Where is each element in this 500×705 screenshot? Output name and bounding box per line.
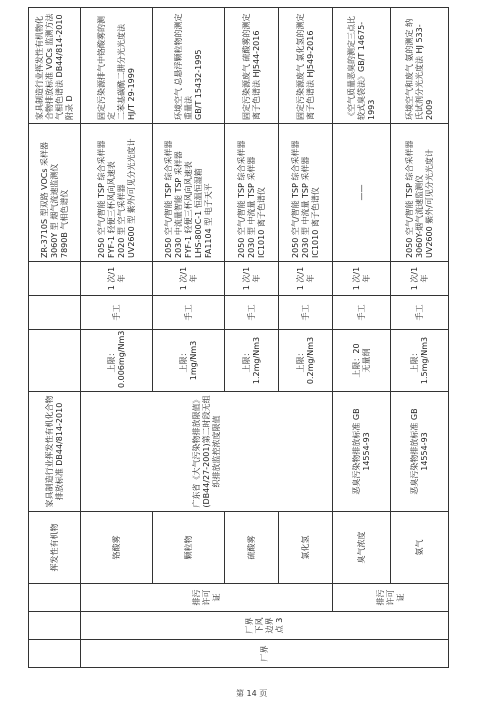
frequency-cell: 1 次/1 年: [279, 262, 333, 296]
limit-cell: 上限： 1mg/Nm3: [153, 330, 225, 392]
permit-label-cell: 排污许可证: [333, 584, 449, 612]
table-row: [29, 8, 81, 668]
analysis-cell: 固定污染源排气中铬酸雾的测定 二苯基碳酰二肼分光光度法 HJ/T 29-1999: [81, 8, 153, 124]
method-cell: 手工: [81, 296, 153, 330]
standard-cell: 恶臭污染物排放标准 GB 14554-93: [391, 392, 449, 512]
instrument-cell: ——: [333, 124, 391, 262]
frequency-cell: 1 次/1 年: [81, 262, 153, 296]
frequency-cell: [29, 262, 81, 296]
instrument-cell: 2050 空气/智能 TSP 综合采样器 2030 中流量智能 TSP 采样器 FYF-1 轻便三杯风向风速表 LHS-800C-1 恒温恒湿箱 FA1104 型 电子天平: [153, 124, 225, 262]
standard-cell: 家具制造行业挥发性有机化合物排放标准 DB44/814-2010: [29, 392, 81, 512]
table-row: [81, 8, 153, 668]
analysis-cell: 家具制造行业挥发性有机物化合物排放标准 VOCs 监测方法 气相色谱法 DB44/814-2010 附录 D: [29, 8, 81, 124]
point-label-cell: 厂界下风边界点 3: [81, 612, 449, 640]
analysis-cell: 固定污染源废气 硫酸雾的测定 离子色谱法 HJ544-2016: [225, 8, 279, 124]
item-cell: 硫酸雾: [225, 512, 279, 584]
limit-cell: 上限： 1.5mg/Nm3: [391, 330, 449, 392]
analysis-cell: 固定污染源废气 氯化氢的测定 离子色谱法 HJ549-2016: [279, 8, 333, 124]
item-cell: 臭气浓度: [333, 512, 391, 584]
monitoring-table: [28, 7, 449, 668]
permit-label-cell: 排污许可证: [81, 584, 333, 612]
frequency-cell: 1 次/1 年: [153, 262, 225, 296]
analysis-cell: 环境空气 总悬浮颗粒物的测定 重量法 GB/T 15432-1995: [153, 8, 225, 124]
analysis-cell: 《空气质量恶臭的测定三点比较式臭袋法》GB/T 14675-1993: [333, 8, 391, 124]
method-cell: 手工: [391, 296, 449, 330]
method-cell: 手工: [333, 296, 391, 330]
frequency-cell: 1 次/1 年: [225, 262, 279, 296]
method-cell: 手工: [279, 296, 333, 330]
page-number: 第 14 页: [236, 689, 268, 698]
method-cell: 手工: [153, 296, 225, 330]
limit-cell: 上限： 1.2mg/Nm3: [225, 330, 279, 392]
limit-cell: [29, 330, 81, 392]
item-cell: 氨气: [391, 512, 449, 584]
table-row: [333, 8, 391, 668]
factory-cell: [29, 640, 81, 668]
instrument-cell: 2050 空气/智能 TSP 综合采样器 FYF-1 轻便三杯风向风速表 2020 型 空气采样器 UV2600 型 紫外/可见分光光度计: [81, 124, 153, 262]
instrument-cell: 2050 空气/智能 TSP 综合采样器 2030 型 中流量 TSP 采样器 IC1010 离子色谱仪: [279, 124, 333, 262]
item-cell: 铬酸雾: [81, 512, 153, 584]
item-cell: 颗粒物: [153, 512, 225, 584]
frequency-cell: 1 次/1 年: [333, 262, 391, 296]
method-cell: [29, 296, 81, 330]
limit-cell: 上限： 0.2mg/Nm3: [279, 330, 333, 392]
analysis-cell: 环境空气和废气 氨的测定 纳氏试剂分光光度法 HJ 533-2009: [391, 8, 449, 124]
table-row: [391, 8, 449, 668]
limit-cell: 上限：20 无量纲: [333, 330, 391, 392]
point-cell: [29, 612, 81, 640]
standard-cell: 恶臭污染物排放标准 GB 14554-93: [333, 392, 391, 512]
method-cell: 手工: [225, 296, 279, 330]
instrument-cell: 2050 空气/智能 TSP 综合采样器 2030 型 中流量 TSP 采样器 IC1010 离子色谱仪: [225, 124, 279, 262]
table-row: [153, 8, 225, 668]
limit-cell: 上限： 0.006mg/Nm3: [81, 330, 153, 392]
permit-cell: [29, 584, 81, 612]
frequency-cell: 1 次/1 年: [391, 262, 449, 296]
table-row: [225, 8, 279, 668]
instrument-cell: 2050 空气/智能 TSP 综合采样器 3060Y-烟气流速监测仪 UV2600 紫外/可见分光光度计: [391, 124, 449, 262]
item-cell: 氯化氢: [279, 512, 333, 584]
item-cell: 挥发性有机物: [29, 512, 81, 584]
standard-cell: 广东省《大气污染物排放限值》(DB44/27-2001)第二时段无组织排放监控浓度限值: [81, 392, 333, 512]
table-row: [279, 8, 333, 668]
instrument-cell: ZR-3710S 型双路 VOCs 采样器 3060Y 型 烟气流速监测仪 7890B 气相色谱仪: [29, 124, 81, 262]
rotated-table-container: [28, 8, 448, 668]
factory-label-cell: 厂界: [81, 640, 449, 668]
